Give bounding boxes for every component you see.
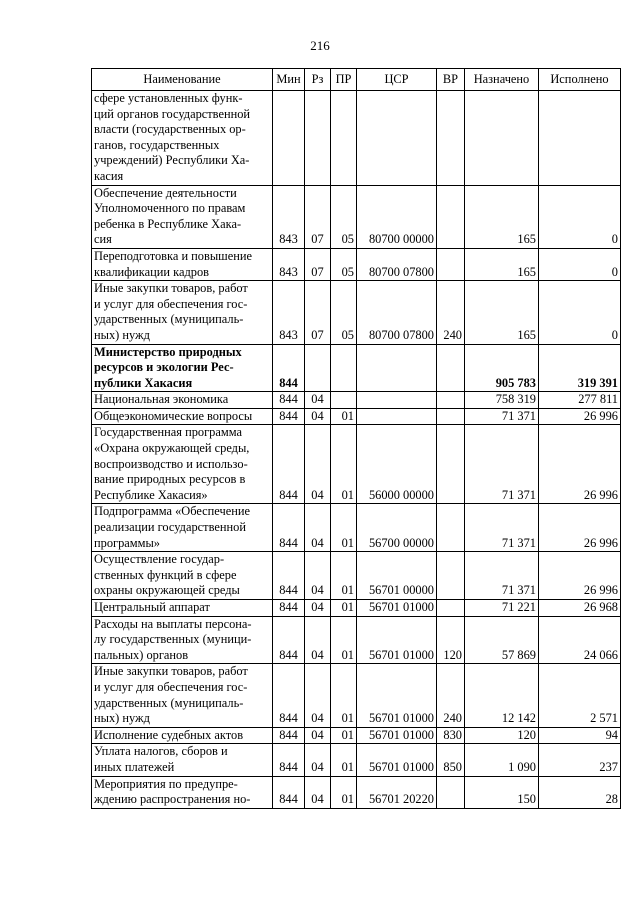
cell-executed bbox=[539, 91, 621, 186]
cell-min: 844 bbox=[273, 664, 305, 727]
cell-min: 843 bbox=[273, 248, 305, 280]
cell-name: Общеэкономические вопросы bbox=[92, 408, 273, 425]
cell-assigned: 71 371 bbox=[465, 425, 539, 504]
table-row bbox=[92, 776, 621, 808]
header-executed: Исполнено bbox=[539, 69, 621, 91]
cell-rz bbox=[305, 91, 331, 186]
cell-rz: 04 bbox=[305, 504, 331, 552]
cell-name: Иные закупки товаров, работ и услуг для обеспечения гос- ударственных (муниципаль- ных) нужд bbox=[92, 664, 273, 727]
table-row bbox=[92, 408, 621, 425]
cell-csr bbox=[357, 344, 437, 392]
cell-vr bbox=[437, 776, 465, 808]
table-row bbox=[92, 344, 621, 392]
cell-vr bbox=[437, 425, 465, 504]
cell-vr bbox=[437, 392, 465, 409]
cell-vr bbox=[437, 408, 465, 425]
cell-csr: 56000 00000 bbox=[357, 425, 437, 504]
table-header-row bbox=[92, 69, 621, 91]
cell-vr bbox=[437, 504, 465, 552]
budget-table bbox=[91, 68, 621, 809]
cell-executed: 26 996 bbox=[539, 425, 621, 504]
cell-executed: 24 066 bbox=[539, 616, 621, 664]
cell-pr: 05 bbox=[331, 185, 357, 248]
cell-assigned: 71 371 bbox=[465, 504, 539, 552]
table-row bbox=[92, 392, 621, 409]
cell-assigned: 71 371 bbox=[465, 408, 539, 425]
page-number: 216 bbox=[310, 38, 330, 53]
header-pr: ПР bbox=[331, 69, 357, 91]
header-name: Наименование bbox=[92, 69, 273, 91]
cell-name: Подпрограмма «Обеспечение реализации государственной программы» bbox=[92, 504, 273, 552]
cell-csr: 80700 07800 bbox=[357, 248, 437, 280]
cell-assigned: 71 371 bbox=[465, 552, 539, 600]
cell-rz: 04 bbox=[305, 744, 331, 776]
cell-pr: 05 bbox=[331, 281, 357, 344]
cell-executed: 277 811 bbox=[539, 392, 621, 409]
cell-vr: 830 bbox=[437, 727, 465, 744]
table-row bbox=[92, 727, 621, 744]
table-row bbox=[92, 425, 621, 504]
header-vr: ВР bbox=[437, 69, 465, 91]
cell-rz: 04 bbox=[305, 408, 331, 425]
cell-executed: 26 996 bbox=[539, 504, 621, 552]
cell-rz: 04 bbox=[305, 727, 331, 744]
cell-executed: 237 bbox=[539, 744, 621, 776]
cell-assigned: 165 bbox=[465, 185, 539, 248]
cell-min: 844 bbox=[273, 552, 305, 600]
cell-executed: 0 bbox=[539, 185, 621, 248]
cell-name: Иные закупки товаров, работ и услуг для обеспечения гос- ударственных (муниципаль- ных) нужд bbox=[92, 281, 273, 344]
cell-csr: 56701 00000 bbox=[357, 552, 437, 600]
cell-csr: 56701 20220 bbox=[357, 776, 437, 808]
cell-rz: 04 bbox=[305, 616, 331, 664]
cell-executed: 26 996 bbox=[539, 552, 621, 600]
table-row bbox=[92, 91, 621, 186]
cell-min: 843 bbox=[273, 185, 305, 248]
cell-rz: 04 bbox=[305, 776, 331, 808]
cell-csr bbox=[357, 408, 437, 425]
cell-vr bbox=[437, 91, 465, 186]
cell-executed: 319 391 bbox=[539, 344, 621, 392]
table-row bbox=[92, 744, 621, 776]
cell-assigned: 57 869 bbox=[465, 616, 539, 664]
header-rz: Рз bbox=[305, 69, 331, 91]
cell-csr: 56701 01000 bbox=[357, 744, 437, 776]
cell-csr: 56701 01000 bbox=[357, 664, 437, 727]
cell-name: Обеспечение деятельности Уполномоченного по правам ребенка в Республике Хака- сия bbox=[92, 185, 273, 248]
table-row bbox=[92, 248, 621, 280]
cell-csr: 80700 00000 bbox=[357, 185, 437, 248]
table-row bbox=[92, 664, 621, 727]
cell-vr: 240 bbox=[437, 664, 465, 727]
cell-assigned: 165 bbox=[465, 281, 539, 344]
cell-vr bbox=[437, 248, 465, 280]
cell-pr: 01 bbox=[331, 425, 357, 504]
cell-min: 844 bbox=[273, 744, 305, 776]
cell-rz: 04 bbox=[305, 664, 331, 727]
cell-rz: 04 bbox=[305, 392, 331, 409]
cell-name: Переподготовка и повышение квалификации кадров bbox=[92, 248, 273, 280]
cell-min: 844 bbox=[273, 504, 305, 552]
cell-csr: 80700 07800 bbox=[357, 281, 437, 344]
cell-pr bbox=[331, 91, 357, 186]
table-row bbox=[92, 552, 621, 600]
table-row bbox=[92, 504, 621, 552]
cell-csr bbox=[357, 392, 437, 409]
cell-vr: 120 bbox=[437, 616, 465, 664]
cell-rz: 04 bbox=[305, 600, 331, 617]
cell-name: Государственная программа «Охрана окружающей среды, воспроизводство и использо- вание природных ресурсов в Республике Хакасия» bbox=[92, 425, 273, 504]
cell-name: Уплата налогов, сборов и иных платежей bbox=[92, 744, 273, 776]
cell-rz: 07 bbox=[305, 281, 331, 344]
cell-min: 844 bbox=[273, 392, 305, 409]
cell-pr: 05 bbox=[331, 248, 357, 280]
cell-pr: 01 bbox=[331, 600, 357, 617]
cell-csr bbox=[357, 91, 437, 186]
cell-assigned: 12 142 bbox=[465, 664, 539, 727]
cell-min: 844 bbox=[273, 408, 305, 425]
cell-csr: 56701 01000 bbox=[357, 600, 437, 617]
cell-name: Исполнение судебных актов bbox=[92, 727, 273, 744]
cell-min: 844 bbox=[273, 616, 305, 664]
cell-vr bbox=[437, 344, 465, 392]
header-assigned: Назначено bbox=[465, 69, 539, 91]
cell-executed: 0 bbox=[539, 248, 621, 280]
cell-min: 844 bbox=[273, 727, 305, 744]
cell-pr bbox=[331, 392, 357, 409]
cell-min bbox=[273, 91, 305, 186]
cell-assigned: 1 090 bbox=[465, 744, 539, 776]
cell-name: сфере установленных функ- ций органов государственной власти (государственных ор- ганов, государственных учреждений) Республики Ха- касия bbox=[92, 91, 273, 186]
cell-assigned: 71 221 bbox=[465, 600, 539, 617]
cell-executed: 0 bbox=[539, 281, 621, 344]
table-row bbox=[92, 600, 621, 617]
cell-csr: 56701 01000 bbox=[357, 616, 437, 664]
cell-pr: 01 bbox=[331, 504, 357, 552]
cell-rz: 04 bbox=[305, 552, 331, 600]
cell-executed: 26 996 bbox=[539, 408, 621, 425]
cell-pr: 01 bbox=[331, 552, 357, 600]
cell-pr: 01 bbox=[331, 408, 357, 425]
cell-name: Национальная экономика bbox=[92, 392, 273, 409]
cell-name: Мероприятия по предупре- ждению распространения но- bbox=[92, 776, 273, 808]
cell-pr: 01 bbox=[331, 616, 357, 664]
table-row bbox=[92, 185, 621, 248]
cell-pr: 01 bbox=[331, 776, 357, 808]
cell-executed: 26 968 bbox=[539, 600, 621, 617]
cell-assigned: 758 319 bbox=[465, 392, 539, 409]
cell-executed: 94 bbox=[539, 727, 621, 744]
table-row bbox=[92, 281, 621, 344]
cell-rz: 04 bbox=[305, 425, 331, 504]
table-row bbox=[92, 616, 621, 664]
header-min: Мин bbox=[273, 69, 305, 91]
cell-assigned: 120 bbox=[465, 727, 539, 744]
cell-vr bbox=[437, 600, 465, 617]
cell-vr bbox=[437, 552, 465, 600]
cell-vr: 240 bbox=[437, 281, 465, 344]
cell-executed: 28 bbox=[539, 776, 621, 808]
cell-rz: 07 bbox=[305, 248, 331, 280]
cell-pr: 01 bbox=[331, 744, 357, 776]
cell-name: Министерство природных ресурсов и экологии Рес- публики Хакасия bbox=[92, 344, 273, 392]
cell-assigned: 905 783 bbox=[465, 344, 539, 392]
cell-vr: 850 bbox=[437, 744, 465, 776]
cell-rz bbox=[305, 344, 331, 392]
cell-rz: 07 bbox=[305, 185, 331, 248]
cell-csr: 56701 01000 bbox=[357, 727, 437, 744]
cell-csr: 56700 00000 bbox=[357, 504, 437, 552]
cell-assigned: 150 bbox=[465, 776, 539, 808]
cell-vr bbox=[437, 185, 465, 248]
cell-assigned bbox=[465, 91, 539, 186]
cell-pr: 01 bbox=[331, 727, 357, 744]
cell-min: 844 bbox=[273, 776, 305, 808]
cell-name: Расходы на выплаты персона- лу государственных (муници- пальных) органов bbox=[92, 616, 273, 664]
header-csr: ЦСР bbox=[357, 69, 437, 91]
cell-min: 844 bbox=[273, 600, 305, 617]
cell-assigned: 165 bbox=[465, 248, 539, 280]
cell-min: 844 bbox=[273, 344, 305, 392]
cell-pr bbox=[331, 344, 357, 392]
cell-name: Центральный аппарат bbox=[92, 600, 273, 617]
cell-pr: 01 bbox=[331, 664, 357, 727]
cell-min: 844 bbox=[273, 425, 305, 504]
cell-min: 843 bbox=[273, 281, 305, 344]
cell-name: Осуществление государ- ственных функций в сфере охраны окружающей среды bbox=[92, 552, 273, 600]
cell-executed: 2 571 bbox=[539, 664, 621, 727]
